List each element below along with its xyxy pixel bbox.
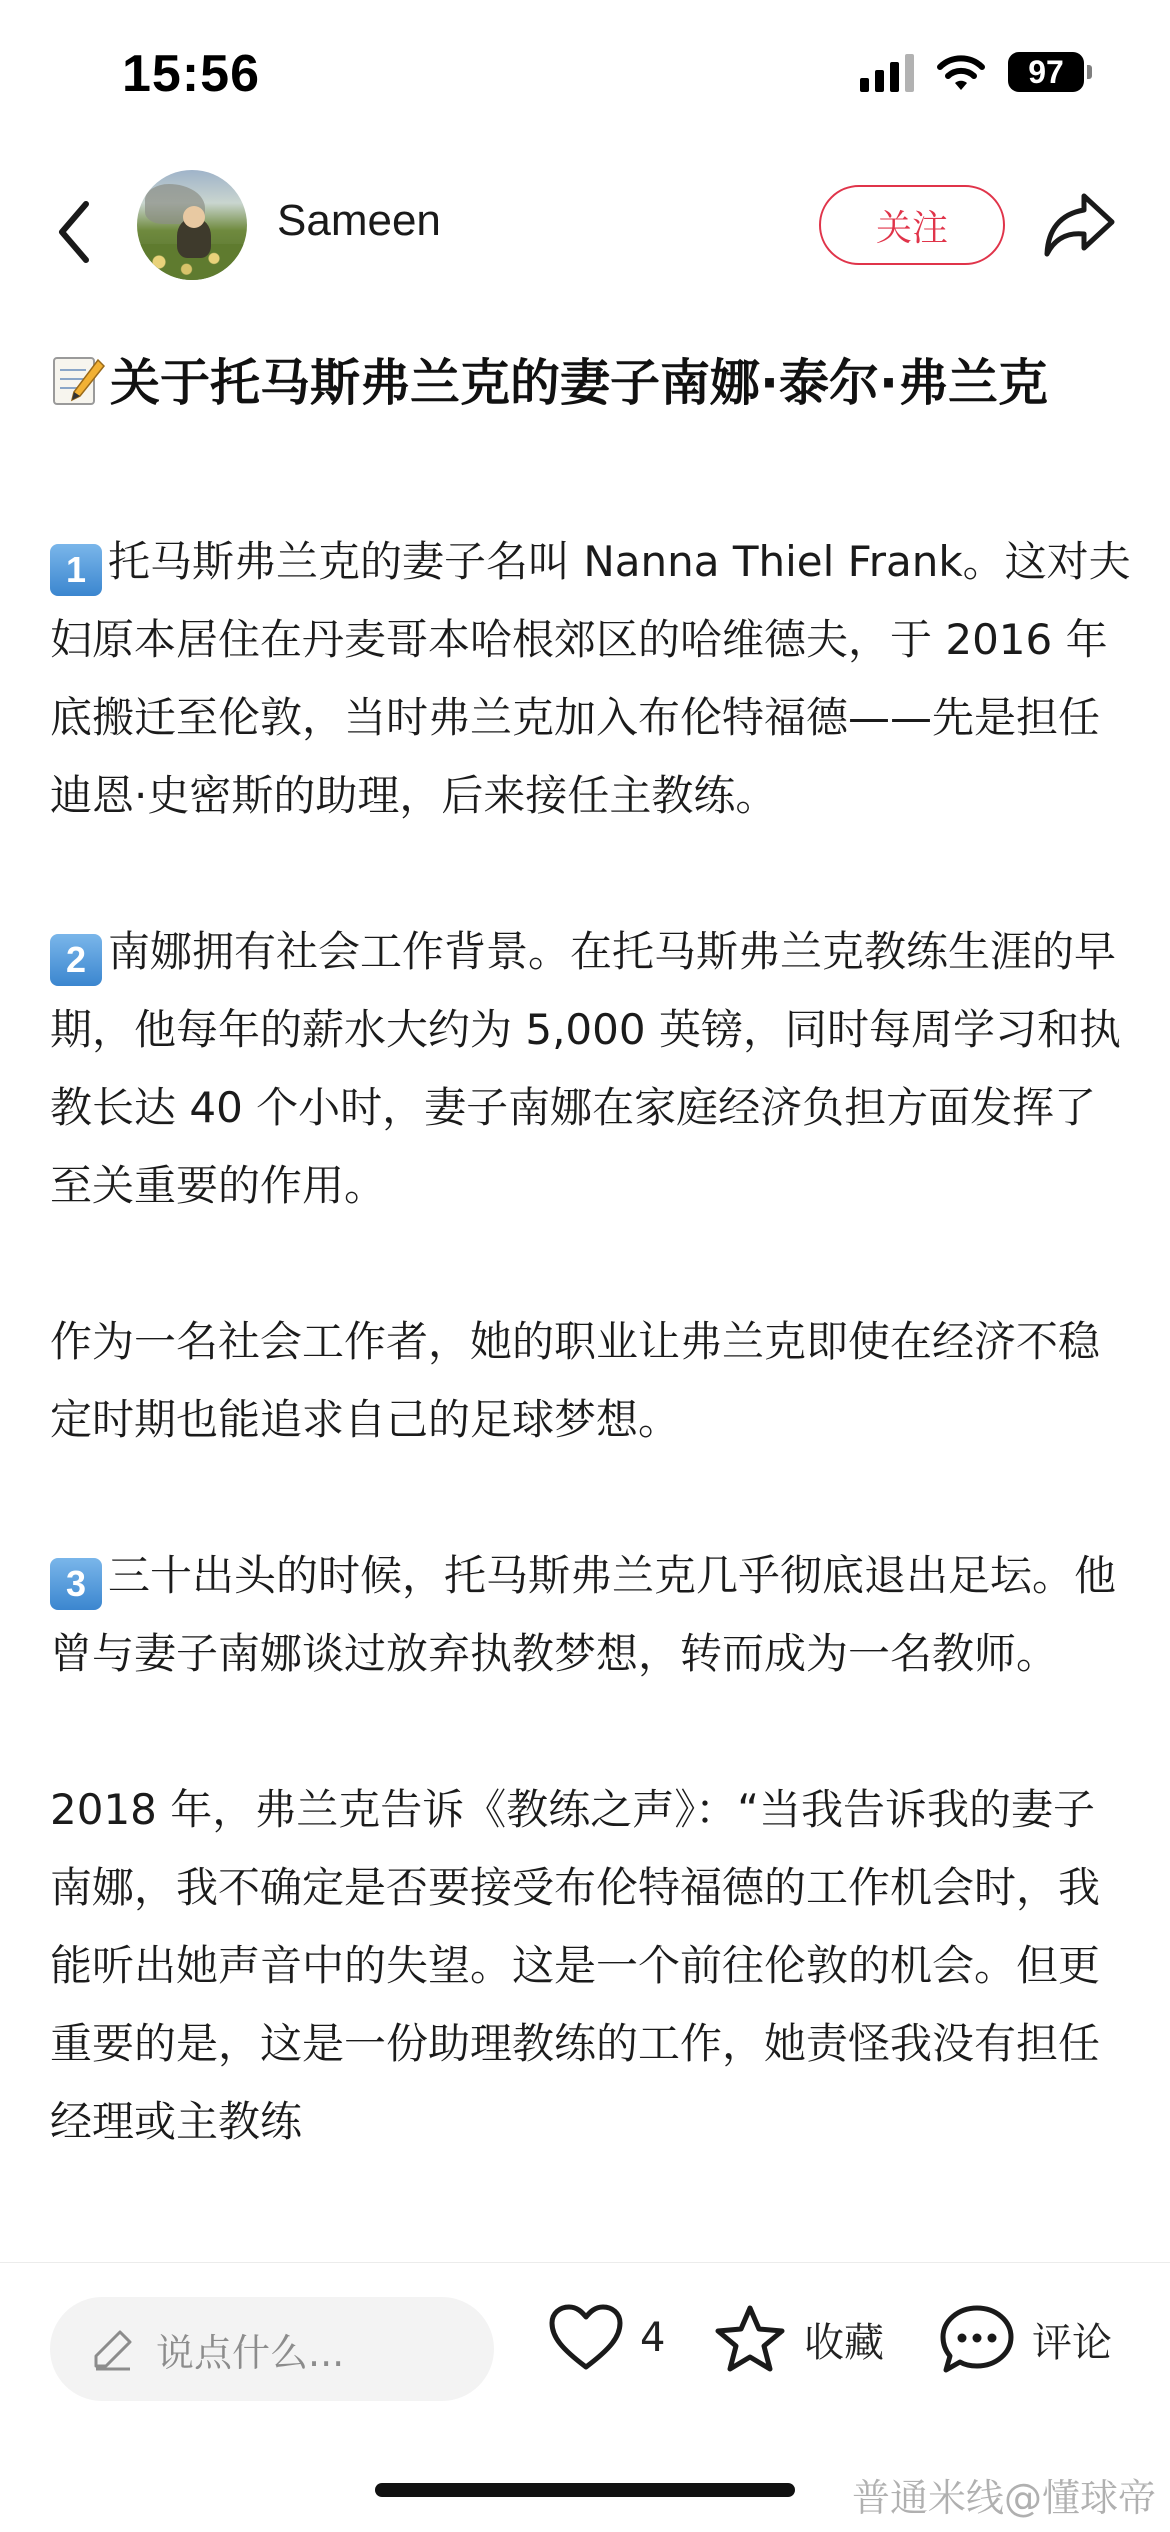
comment-button[interactable] xyxy=(938,2303,1112,2375)
keycap-2-icon: 2 xyxy=(50,934,102,986)
wifi-icon xyxy=(936,52,986,92)
comment-input[interactable] xyxy=(50,2297,494,2401)
post-title-text: 关于托马斯弗兰克的妻子南娜·泰尔·弗兰克 xyxy=(110,354,1048,412)
share-button[interactable] xyxy=(1042,190,1118,260)
home-indicator[interactable] xyxy=(375,2483,795,2497)
star-icon xyxy=(712,2303,788,2375)
post-title xyxy=(50,340,1130,426)
paragraph-5: 2018 年，弗兰克告诉《教练之声》：“当我告诉我的妻子南娜，我不确定是否要接受布伦特福德的工作机会时，我能听出她声音中的失望。这是一个前往伦敦的机会。但更重要的是，这是一份助理教练的工作，她责怪我没有担任经理或主教练 xyxy=(50,1785,1101,2146)
like-button[interactable] xyxy=(548,2303,665,2373)
keycap-3-icon: 3 xyxy=(50,1558,102,1610)
status-icons xyxy=(860,52,1092,92)
keycap-1-icon: 1 xyxy=(50,544,102,596)
signal-icon xyxy=(860,52,914,92)
author-name[interactable]: Sameen xyxy=(277,196,441,245)
battery-level: 97 xyxy=(1008,52,1084,92)
favorite-label: 收藏 xyxy=(804,2319,884,2366)
paragraph-4: 3 三十出头的时候，托马斯弗兰克几乎彻底退出足坛。他曾与妻子南娜谈过放弃执教梦想，转而成为一名教师。 xyxy=(50,1551,1117,1678)
post-body xyxy=(50,523,1132,2161)
watermark: 普通米线@懂球帝 xyxy=(851,2476,1156,2520)
post-header xyxy=(0,160,1170,300)
paragraph-3: 作为一名社会工作者，她的职业让弗兰克即使在经济不稳定时期也能追求自己的足球梦想。 xyxy=(50,1317,1101,1444)
pencil-icon xyxy=(90,2326,136,2372)
favorite-button[interactable] xyxy=(712,2303,884,2375)
battery-icon xyxy=(1008,52,1092,92)
follow-button[interactable]: 关注 xyxy=(819,185,1005,265)
status-bar xyxy=(0,0,1170,150)
paragraph-1: 1 托马斯弗兰克的妻子名叫 Nanna Thiel Frank。这对夫妇原本居住在丹麦哥本哈根郊区的哈维德夫，于 2016 年底搬迁至伦敦，当时弗兰克加入布伦特福德——先是担任迪恩·史密斯的助理，后来接任主教练。 xyxy=(50,537,1131,820)
memo-icon xyxy=(50,348,106,404)
status-time: 15:56 xyxy=(122,45,260,103)
avatar[interactable] xyxy=(137,170,247,280)
share-arrow-icon xyxy=(1042,190,1118,260)
paragraph-2: 2 南娜拥有社会工作背景。在托马斯弗兰克教练生涯的早期，他每年的薪水大约为 5,000 英镑，同时每周学习和执教长达 40 个小时，妻子南娜在家庭经济负担方面发挥了至关重要的作用。 xyxy=(50,927,1121,1210)
bottom-action-bar xyxy=(0,2262,1170,2532)
back-button[interactable] xyxy=(50,196,98,268)
comment-label: 评论 xyxy=(1032,2319,1112,2366)
heart-icon xyxy=(548,2303,624,2373)
like-count: 4 xyxy=(640,2315,666,2361)
chevron-left-icon xyxy=(56,200,92,264)
comment-placeholder: 说点什么... xyxy=(156,2330,345,2375)
speech-bubble-icon xyxy=(938,2303,1016,2375)
